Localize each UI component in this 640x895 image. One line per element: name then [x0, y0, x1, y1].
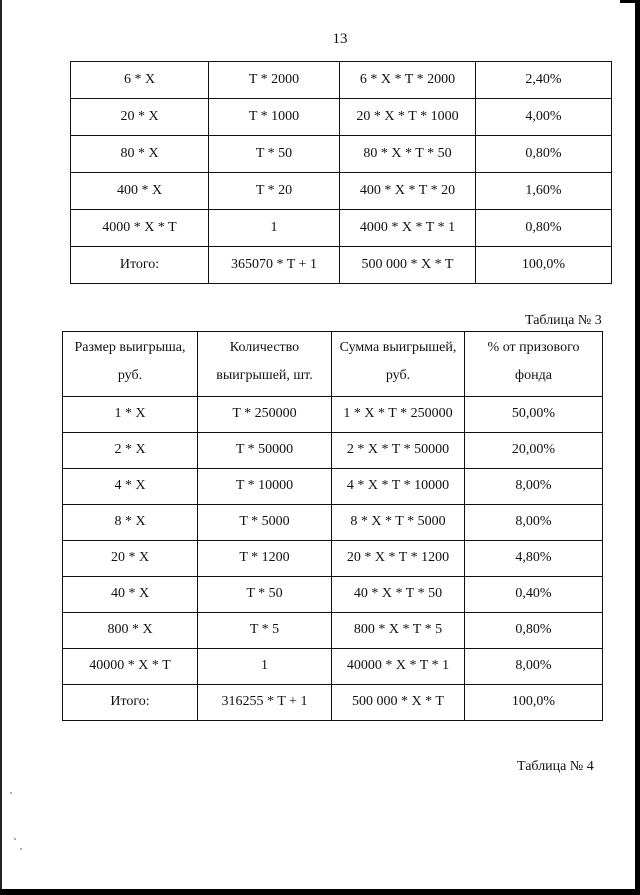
prize-size-cell: 80 * X: [71, 136, 209, 173]
total-percent-cell: 100,0%: [476, 247, 612, 284]
prize-percent-cell: 0,80%: [476, 136, 612, 173]
prize-size-cell: 4000 * X * T: [71, 210, 209, 247]
table-row: [63, 541, 603, 577]
table-row: [63, 469, 603, 505]
prize-count-cell: 1: [198, 649, 332, 685]
table-row: [71, 136, 612, 173]
table-row: [71, 62, 612, 99]
prize-size-cell: 800 * X: [63, 613, 198, 649]
prize-percent-cell: 50,00%: [465, 397, 603, 433]
scan-edge-left: [0, 0, 2, 895]
prize-percent-cell: 8,00%: [465, 649, 603, 685]
prize-count-cell: T * 50: [198, 577, 332, 613]
total-count-cell: 365070 * T + 1: [209, 247, 340, 284]
total-label-cell: Итого:: [71, 247, 209, 284]
prize-percent-cell: 4,80%: [465, 541, 603, 577]
prize-percent-cell: 1,60%: [476, 173, 612, 210]
total-label-cell: Итого:: [63, 685, 198, 721]
prize-size-cell: 400 * X: [71, 173, 209, 210]
scan-edge-right: [635, 0, 640, 895]
prize-sum-cell: 1 * X * T * 250000: [332, 397, 465, 433]
table-row: [63, 649, 603, 685]
prize-size-cell: 40000 * X * T: [63, 649, 198, 685]
prize-sum-cell: 8 * X * T * 5000: [332, 505, 465, 541]
prize-percent-cell: 20,00%: [465, 433, 603, 469]
total-sum-cell: 500 000 * X * T: [332, 685, 465, 721]
total-sum-cell: 500 000 * X * T: [340, 247, 476, 284]
header-prize-sum: Сумма выигрышей, руб.: [332, 332, 465, 397]
table-total-row: [63, 685, 603, 721]
prize-percent-cell: 4,00%: [476, 99, 612, 136]
scan-speck: [14, 838, 16, 840]
prize-count-cell: T * 50000: [198, 433, 332, 469]
prize-count-cell: T * 5000: [198, 505, 332, 541]
prize-sum-cell: 20 * X * T * 1000: [340, 99, 476, 136]
prize-sum-cell: 2 * X * T * 50000: [332, 433, 465, 469]
prize-sum-cell: 400 * X * T * 20: [340, 173, 476, 210]
prize-size-cell: 1 * X: [63, 397, 198, 433]
table-row: [63, 577, 603, 613]
scan-speck: [20, 848, 22, 850]
prize-percent-cell: 0,80%: [476, 210, 612, 247]
table-header-row: [63, 332, 603, 397]
prize-sum-cell: 40 * X * T * 50: [332, 577, 465, 613]
prize-count-cell: 1: [209, 210, 340, 247]
prize-sum-cell: 4 * X * T * 10000: [332, 469, 465, 505]
table-row: [63, 397, 603, 433]
prize-count-cell: T * 10000: [198, 469, 332, 505]
prize-size-cell: 20 * X: [63, 541, 198, 577]
table4-caption: Таблица № 4: [517, 759, 594, 774]
prize-count-cell: T * 20: [209, 173, 340, 210]
table-total-row: [71, 247, 612, 284]
prize-percent-cell: 8,00%: [465, 469, 603, 505]
prize-count-cell: T * 1000: [209, 99, 340, 136]
prize-sum-cell: 20 * X * T * 1200: [332, 541, 465, 577]
scan-edge-bottom: [0, 889, 640, 895]
table-row: [71, 210, 612, 247]
prize-percent-cell: 8,00%: [465, 505, 603, 541]
table-row: [63, 505, 603, 541]
prize-table-continued: [70, 61, 612, 284]
scan-edge-top: [620, 0, 640, 3]
prize-percent-cell: 0,40%: [465, 577, 603, 613]
header-prize-percent: % от призового фонда: [465, 332, 603, 397]
prize-size-cell: 2 * X: [63, 433, 198, 469]
prize-sum-cell: 40000 * X * T * 1: [332, 649, 465, 685]
prize-size-cell: 20 * X: [71, 99, 209, 136]
header-prize-size: Размер выигрыша, руб.: [63, 332, 198, 397]
table-row: [63, 433, 603, 469]
prize-size-cell: 6 * X: [71, 62, 209, 99]
prize-count-cell: T * 2000: [209, 62, 340, 99]
table-row: [71, 173, 612, 210]
prize-sum-cell: 4000 * X * T * 1: [340, 210, 476, 247]
prize-count-cell: T * 50: [209, 136, 340, 173]
prize-percent-cell: 0,80%: [465, 613, 603, 649]
prize-sum-cell: 6 * X * T * 2000: [340, 62, 476, 99]
page-number: 13: [332, 31, 348, 47]
total-percent-cell: 100,0%: [465, 685, 603, 721]
prize-count-cell: T * 250000: [198, 397, 332, 433]
header-prize-count: Количество выигрышей, шт.: [198, 332, 332, 397]
prize-count-cell: T * 5: [198, 613, 332, 649]
prize-size-cell: 40 * X: [63, 577, 198, 613]
prize-sum-cell: 80 * X * T * 50: [340, 136, 476, 173]
table3-caption: Таблица № 3: [525, 313, 602, 328]
prize-count-cell: T * 1200: [198, 541, 332, 577]
prize-percent-cell: 2,40%: [476, 62, 612, 99]
scan-speck: [10, 792, 12, 794]
prize-table-3: [62, 331, 603, 721]
table-row: [71, 99, 612, 136]
prize-size-cell: 4 * X: [63, 469, 198, 505]
total-count-cell: 316255 * T + 1: [198, 685, 332, 721]
prize-sum-cell: 800 * X * T * 5: [332, 613, 465, 649]
prize-size-cell: 8 * X: [63, 505, 198, 541]
table-row: [63, 613, 603, 649]
